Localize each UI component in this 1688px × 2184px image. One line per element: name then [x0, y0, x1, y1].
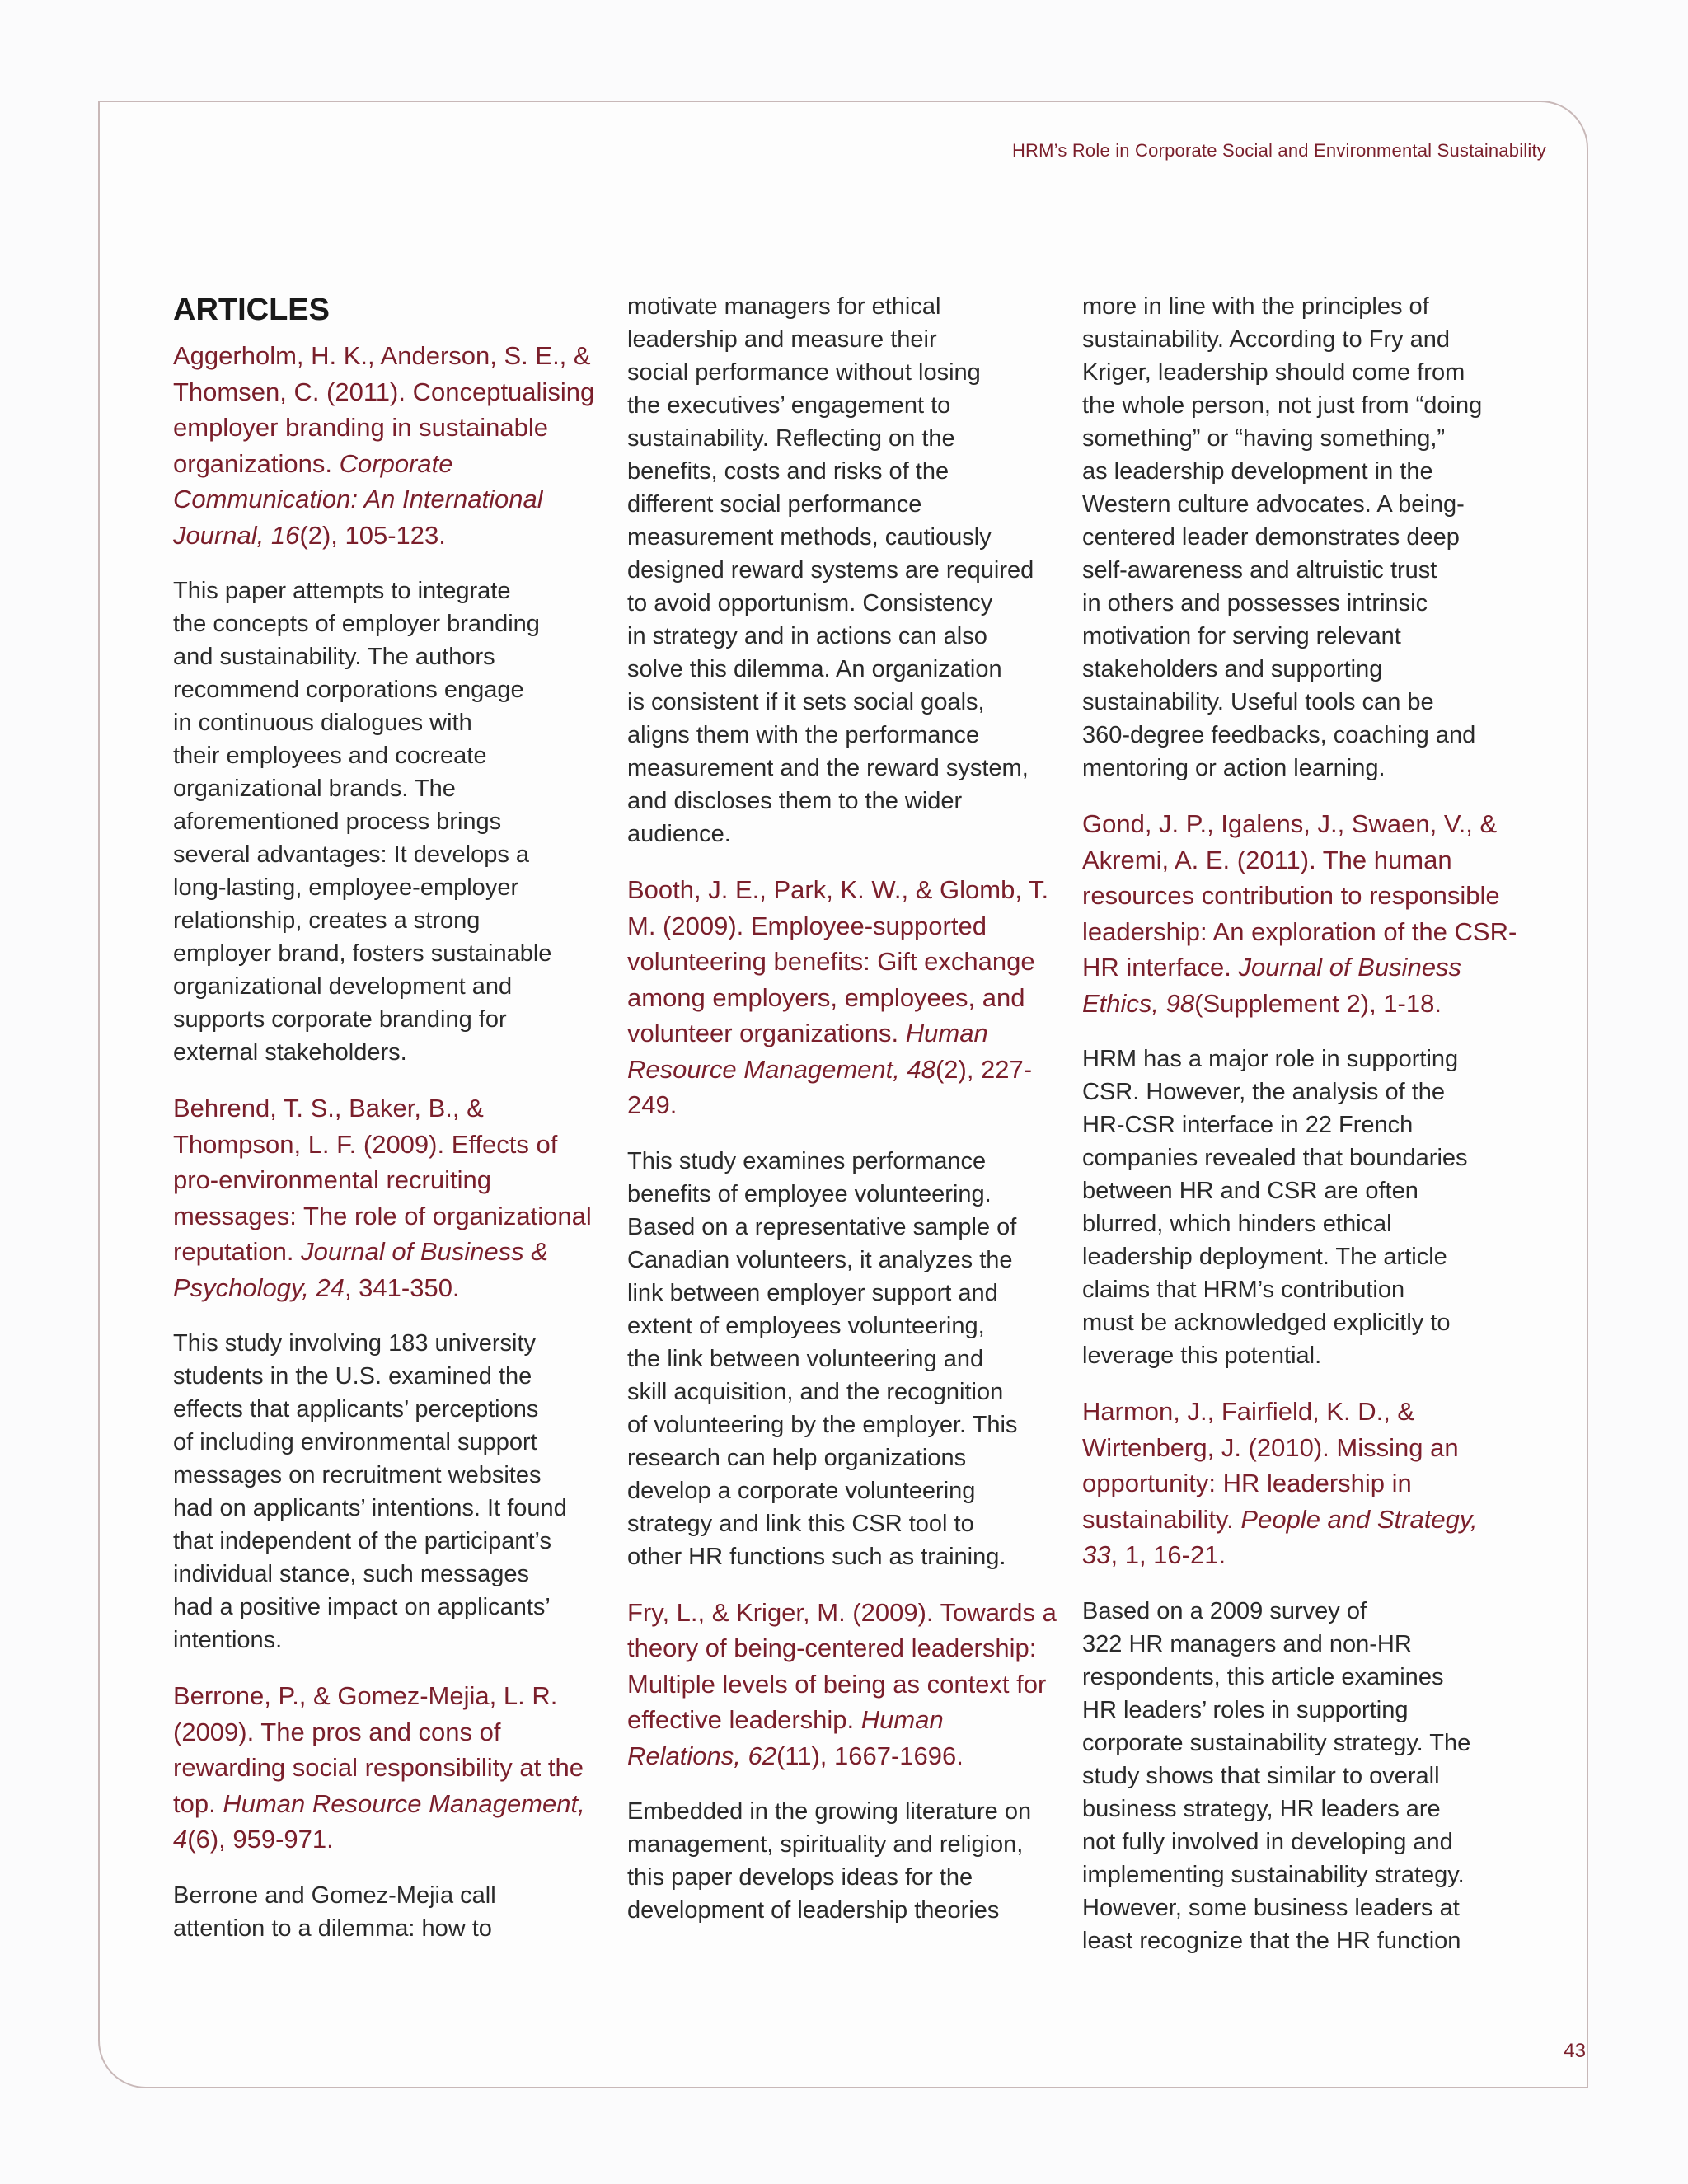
reference-authors-title: Berrone, P., & Gomez-Mejia, L. R. (2009). The pros and cons of rewarding social responsibility at the top.: [173, 1681, 584, 1818]
reference-journal: Journal of Business & Psychology, 24: [173, 1237, 548, 1302]
reference-volume-pages: (2), 227-249.: [627, 1054, 1033, 1119]
reference-volume-pages: (11), 1667-1696.: [776, 1741, 964, 1770]
reference-journal: Human Relations, 62: [627, 1705, 944, 1770]
abstract-berrone-continued: motivate managers for ethical leadership and measure their social performance without losing the executives’ engagement to sustainability. Reflecting on the benefits, costs and risks of the different social performance measurement methods, cautiously designed reward systems are required to avoid opportunism. Consistency in strategy and in actions can also solve this dilemma. An organization is consistent if it sets social goals, aligns them with the performance measurement and the reward system, and discloses them to the wider audience.: [627, 293, 1034, 847]
reference-behrend: [173, 1090, 610, 1305]
column-1: [173, 288, 610, 1966]
column-2: [627, 290, 1064, 1948]
section-heading: ARTICLES: [173, 293, 330, 327]
reference-journal: People and Strategy, 33: [1082, 1504, 1478, 1569]
reference-journal: Human Resource Management, 4: [173, 1788, 585, 1854]
reference-journal: Human Resource Management, 48: [627, 1019, 988, 1084]
abstract-fry-continued: more in line with the principles of sustainability. According to Fry and Kriger, leadership should come from the whole person, not just from “doing something” or “having something,” as leadership development in the Western culture advocates. A being- centered leader demonstrates deep self-awareness and altruistic trust in others and possesses intrinsic motivation for serving relevant stakeholders and supporting sustainability. Useful tools can be 360-degree feedbacks, coaching and mentoring or action learning.: [1082, 293, 1483, 781]
abstract-booth: This study examines performance benefits of employee volunteering. Based on a representative sample of Canadian volunteers, it analyzes the link between employer support and extent of employees volunteering, the link between volunteering and skill acquisition, and the recognition of volunteering by the employer. This research can help organizations develop a corporate volunteering strategy and link this CSR tool to other HR functions such as training.: [627, 1147, 1018, 1570]
reference-authors-title: Aggerholm, H. K., Anderson, S. E., & Thomsen, C. (2011). Conceptualising employer branding in sustainable organizations.: [173, 341, 595, 478]
reference-volume-pages: , 1, 16-21.: [1110, 1540, 1226, 1569]
page-number: 43: [1564, 2040, 1586, 2062]
reference-berrone: [173, 1678, 610, 1858]
abstract-berrone: Berrone and Gomez-Mejia call attention to a dilemma: how to: [173, 1882, 496, 1942]
column-3: [1082, 290, 1519, 1979]
abstract-aggerholm: This paper attempts to integrate the concepts of employer branding and sustainability. The authors recommend corporations engage in continuous dialogues with their employees and cocreate organizational brands. The aforementioned process brings several advantages: It develops a long-lasting, employee-employer relationship, creates a strong employer brand, fosters sustainable organizational development and supports corporate branding for external stakeholders.: [173, 578, 552, 1066]
reference-authors-title: Fry, L., & Kriger, M. (2009). Towards a theory of being-centered leadership: Multiple levels of being as context for effective leadership.: [627, 1597, 1057, 1734]
reference-journal: Journal of Business Ethics, 98: [1082, 953, 1462, 1018]
reference-harmon: [1082, 1394, 1519, 1573]
reference-authors-title: Harmon, J., Fairfield, K. D., & Wirtenberg, J. (2010). Missing an opportunity: HR leadership in sustainability.: [1082, 1397, 1459, 1534]
abstract-harmon: Based on a 2009 survey of 322 HR managers and non-HR respondents, this article examines HR leaders’ roles in supporting corporate sustainability strategy. The study shows that similar to overall business strategy, HR leaders are not fully involved in developing and implementing sustainability strategy. However, some business leaders at least recognize that the HR function: [1082, 1597, 1471, 1954]
running-head: HRM’s Role in Corporate Social and Environmental Sustainability: [1011, 140, 1546, 161]
abstract-fry: Embedded in the growing literature on management, spirituality and religion, this paper develops ideas for the development of leadership theories: [627, 1798, 1032, 1924]
reference-gond: [1082, 806, 1519, 1021]
reference-booth: [627, 872, 1064, 1123]
reference-journal: Corporate Communication: An International Journal, 16: [173, 448, 543, 550]
reference-fry: [627, 1595, 1064, 1774]
reference-volume-pages: (Supplement 2), 1-18.: [1194, 988, 1442, 1018]
reference-authors-title: Gond, J. P., Igalens, J., Swaen, V., & Akremi, A. E. (2011). The human resources contribution to responsible leadership: An exploration of the CSR-HR interface.: [1082, 809, 1517, 982]
reference-authors-title: Behrend, T. S., Baker, B., & Thompson, L. F. (2009). Effects of pro-environmental recruiting messages: The role of organizational reputation.: [173, 1094, 592, 1266]
reference-volume-pages: (2), 105-123.: [299, 520, 446, 550]
reference-volume-pages: (6), 959-971.: [187, 1825, 334, 1854]
reference-volume-pages: , 341-350.: [344, 1272, 460, 1302]
abstract-behrend: This study involving 183 university students in the U.S. examined the effects that applicants’ perceptions of including environmental support messages on recruitment websites had on applicants’ intentions. It found that independent of the participant’s individual stance, such messages had a positive impact on applicants’ intentions.: [173, 1330, 567, 1653]
reference-authors-title: Booth, J. E., Park, K. W., & Glomb, T. M. (2009). Employee-supported volunteering benefits: Gift exchange among employers, employees, and volunteer organizations.: [627, 875, 1049, 1047]
reference-aggerholm: [173, 338, 610, 553]
abstract-gond: HRM has a major role in supporting CSR. However, the analysis of the HR-CSR interface in 22 French companies revealed that boundaries between HR and CSR are often blurred, which hinders ethical leadership deployment. The article claims that HRM’s contribution must be acknowledged explicitly to leverage this potential.: [1082, 1046, 1468, 1369]
